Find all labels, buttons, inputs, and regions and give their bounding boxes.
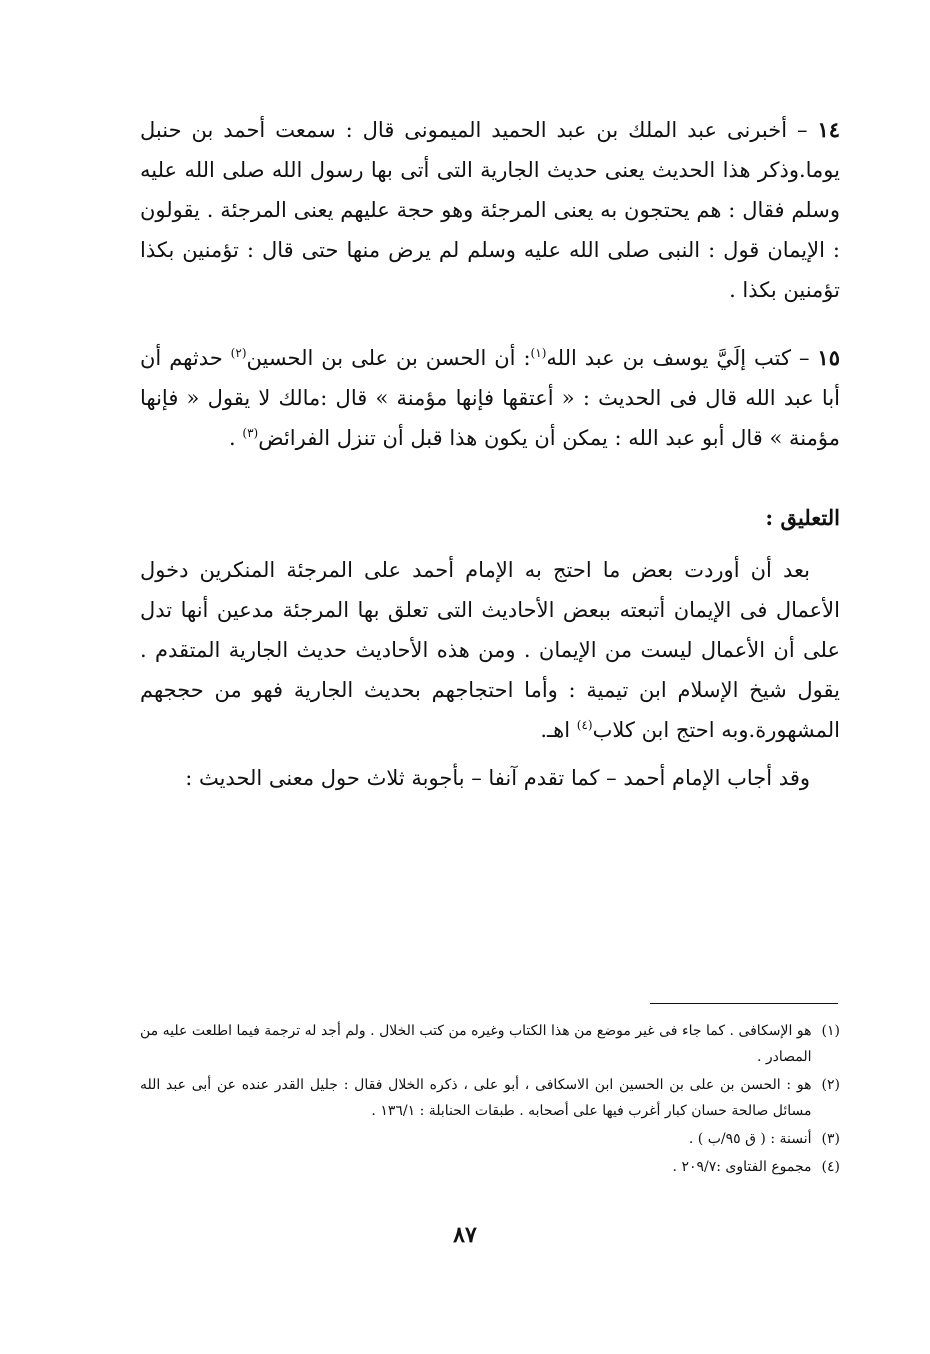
item-number: ١٥ (817, 345, 840, 370)
commentary-paragraph: وقد أجاب الإمام أحمد – كما تقدم آنفا – بأجوبة ثلاث حول معنى الحديث : (185, 766, 810, 790)
commentary-heading: التعليق : (765, 505, 840, 530)
paragraph-text: حدثهم أن أبا عبد الله قال فى الحديث : « أعتقها فإنها مؤمنة » قال :مالك لا يقول « فإنها مؤمنة » قال أبو عبد الله : يمكن أن يكون هذا قبل أن تنزل الفرائض (140, 346, 840, 450)
item-number: ١٤ (817, 117, 840, 142)
footnote (140, 1018, 840, 1070)
footnote (140, 1126, 840, 1152)
page-number: ٨٧ (453, 1222, 477, 1248)
footnote-text: هو : الحسن بن على بن الحسين ابن الاسكافى ، أبو على ، ذكره الخلال فقال : جليل القدر عنده عن أبى عبد الله مسائل صالحة حسان كبار أغرب فيها على أصحابه . طبقات الحنابلة : ١٣٦/١ . (140, 1077, 812, 1119)
paragraph-text: . (229, 426, 243, 450)
footnote-ref: (٣) (242, 426, 259, 440)
footnote-number: (٣) (821, 1131, 840, 1147)
footnote-number: (٤) (821, 1159, 840, 1175)
footnote-ref: (١) (530, 346, 547, 360)
paragraph-text: : أن الحسن بن على بن الحسين (246, 346, 531, 370)
footnote-text: مجموع الفتاوى :٢٠٩/٧ . (672, 1159, 812, 1175)
paragraph-text: اهـ. (540, 718, 577, 742)
main-text (140, 110, 840, 798)
footnote (140, 1072, 840, 1124)
footnote-text: هو الإسكافى . كما جاء فى غير موضع من هذا الكتاب وغيره من كتب الخلال . ولم أجد له ترجمة فيما اطلعت عليه من المصادر . (140, 1023, 812, 1065)
footnote-number: (١) (821, 1023, 840, 1039)
paragraph-text: – كتب إلَيَّ يوسف بن عبد الله (546, 346, 818, 370)
footnote-number: (٢) (821, 1077, 840, 1093)
footnotes (140, 1018, 840, 1182)
footnote-ref: (٢) (230, 346, 247, 360)
paragraph-15 (140, 338, 840, 458)
paragraph-text: – أخبرنى عبد الملك بن عبد الحميد الميمونى قال : سمعت أحمد بن حنبل يوما.وذكر هذا الحديث يعنى حديث الجارية التى أتى بها رسول الله صلى الله عليه وسلم فقال : هم يحتجون به يعنى المرجئة وهو حجة عليهم يعنى المرجئة . يقولون : الإيمان قول : النبى صلى الله عليه وسلم لم يرض منها حتى قال : تؤمنين بكذا تؤمنين بكذا . (140, 118, 840, 302)
footnote-ref: (٤) (576, 718, 593, 732)
paragraph-14 (140, 110, 840, 310)
footnote-text: أنسنة : ( ق ٩٥/ب ) . (688, 1131, 812, 1147)
footnote (140, 1154, 840, 1180)
paragraph-text: بعد أن أوردت بعض ما احتج به الإمام أحمد على المرجئة المنكرين دخول الأعمال فى الإيمان أتبعته ببعض الأحاديث التى تعلق بها المرجئة مدعين أنها تدل على أن الأعمال ليست من الإيمان . ومن هذه الأحاديث حديث الجارية المتقدم . يقول شيخ الإسلام ابن تيمية : وأما احتجاجهم بحديث الجارية فهو من حججهم المشهورة.وبه احتج ابن كلاب (140, 558, 840, 742)
commentary-paragraph (140, 550, 840, 750)
footnote-divider (650, 1003, 838, 1004)
